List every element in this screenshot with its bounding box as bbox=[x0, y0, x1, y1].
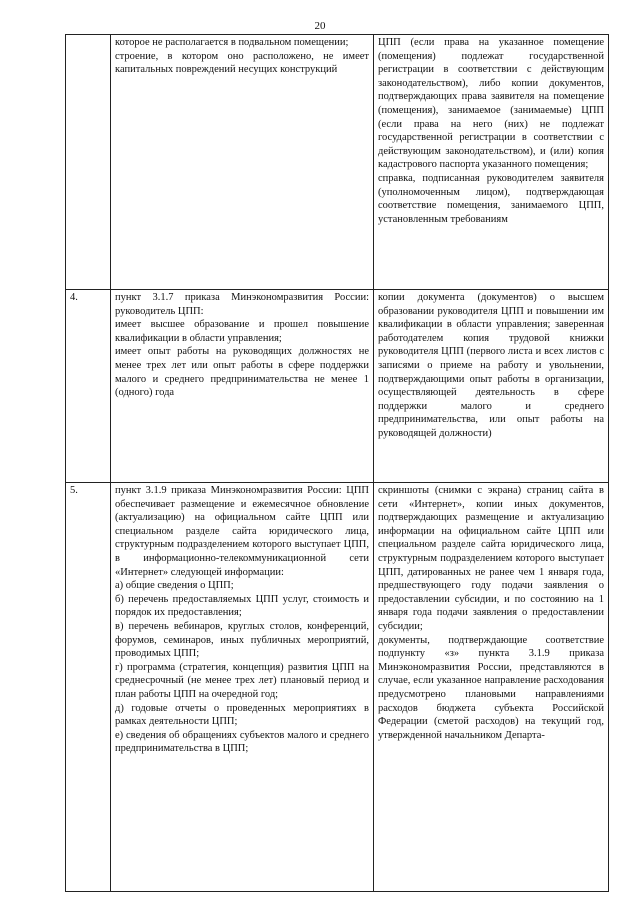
requirement-text: д) годовые отчеты о проведенных мероприятиях в рамках деятельности ЦПП; bbox=[115, 702, 369, 728]
table-row bbox=[66, 483, 609, 892]
document-text: справка, подписанная руководителем заявителя (уполномоченным лицом), подтверждающая соответствие помещения, занимаемого ЦПП, установленным требованиям bbox=[378, 172, 604, 225]
table-row bbox=[66, 290, 609, 483]
requirement-text: которое не располагается в подвальном помещении; bbox=[115, 37, 349, 48]
document-text: скриншоты (снимки с экрана) страниц сайта в сети «Интернет», копии иных документов, подтверждающих размещение и актуализацию информации на официальном сайте ЦПП или специальном разделе сайта юридического лица, структурным подразделением которого выступает ЦПП, датированных не ранее чем 1 января года, предшествующего году подачи заявления о предоставлении субсидии, и по состоянию на 1 января года подачи заявления о предоставлении субсидии; bbox=[378, 485, 604, 632]
requirement-cell bbox=[111, 35, 374, 290]
requirement-text: а) общие сведения о ЦПП; bbox=[115, 580, 234, 592]
requirement-text: имеет опыт работы на руководящих должностях не менее трех лет или опыт работы в сфере поддержки малого и среднего предпринимательства не менее 1 (одного) года bbox=[115, 346, 369, 399]
row-number: 5. bbox=[66, 483, 111, 892]
documents-cell bbox=[374, 35, 609, 290]
requirement-cell bbox=[111, 483, 374, 892]
document-text: ЦПП (если права на указанное помещение (помещения) подлежат государственной регистрации в соответствии с действующим законодательством), либо копии документов, подтверждающих права заявителя на помещение (помещения), занимаемое (занимаемые) ЦПП (если права на него (них) не подлежат государственной регистрации в соответствии с действующим законодательством), и (или) копия кадастрового паспорта указанного помещения; bbox=[378, 37, 604, 171]
requirement-text: в) перечень вебинаров, круглых столов, конференций, форумов, семинаров, иных публичных мероприятий, проводимых ЦПП; bbox=[115, 620, 369, 660]
table-row bbox=[66, 35, 609, 290]
page-number: 20 bbox=[314, 20, 326, 32]
requirement-text: строение, в котором оно расположено, не имеет капитальных повреждений несущих конструкций bbox=[115, 50, 369, 76]
requirement-cell bbox=[111, 290, 374, 483]
requirement-text: имеет высшее образование и прошел повышение квалификации в области управления; bbox=[115, 319, 369, 344]
requirements-table bbox=[65, 34, 609, 892]
documents-cell bbox=[374, 483, 609, 892]
documents-cell bbox=[374, 290, 609, 483]
requirement-text: пункт 3.1.9 приказа Минэкономразвития России: ЦПП обеспечивает размещение и ежемесячное обновление (актуализацию) на официальном сайте ЦПП или специальном разделе сайта юридического лица, структурным подразделением которого выступает ЦПП, в информационно-телекоммуникационной сети «Интернет» следующей информации: bbox=[115, 485, 369, 578]
row-number bbox=[66, 35, 111, 290]
row-number: 4. bbox=[66, 290, 111, 483]
requirement-text: г) программа (стратегия, концепция) развития ЦПП на среднесрочный (не менее трех лет) плановый период и план работы ЦПП на очередной год; bbox=[115, 661, 369, 700]
requirement-text: е) сведения об обращениях субъектов малого и среднего предпринимательства в ЦПП; bbox=[115, 729, 369, 755]
requirement-text: б) перечень предоставляемых ЦПП услуг, стоимость и порядок их предоставления; bbox=[115, 593, 369, 619]
requirement-text: пункт 3.1.7 приказа Минэкономразвития России: руководитель ЦПП: bbox=[115, 292, 369, 317]
document-text: документы, подтверждающие соответствие подпункту «з» пункта 3.1.9 приказа Минэкономразвития России, представляются в случае, если указанное направление расходования предусмотрено плановыми направлениями расходов бюджета субъекта Российской Федерации (сметой расходов) на текущий год, утвержденной начальником Департа- bbox=[378, 634, 604, 741]
document-text: копии документа (документов) о высшем образовании руководителя ЦПП и повышении им квалификации в области управления; заверенная работодателем копия трудовой книжки руководителя ЦПП (первого листа и всех листов с записями о приеме на работу и увольнении, подтверждающими опыт работы в организации, осуществляющей деятельность в сфере поддержки малого и среднего предпринимательства, или опыт работы на руководящей должности) bbox=[378, 292, 604, 439]
